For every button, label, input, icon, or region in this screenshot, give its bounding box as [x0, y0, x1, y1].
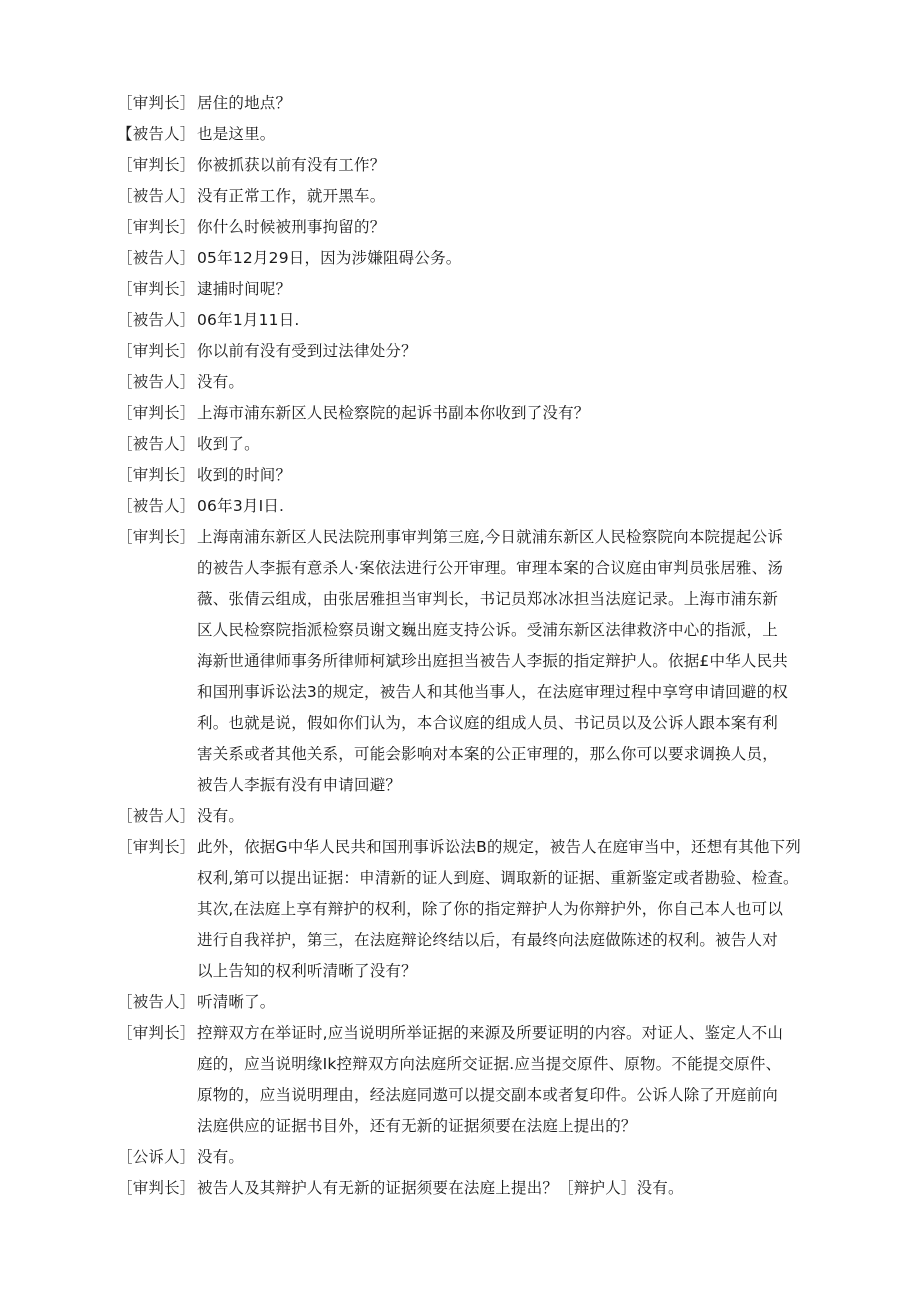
speech-text — [197, 212, 847, 243]
speech-line: 06年1月11日. — [197, 311, 300, 329]
transcript-entry — [117, 212, 847, 243]
transcript-entry — [117, 460, 847, 491]
speech-text — [197, 491, 847, 522]
speech-text — [197, 150, 847, 181]
speaker-label: ［公诉人］ — [117, 1148, 196, 1166]
transcript-entry — [117, 1018, 847, 1142]
speech-line: 进行自我祥护，第三，在法庭辩论终结以后，有最终向法庭做陈述的权利。被告人对 — [197, 931, 778, 949]
speech-line: 控辩双方在举证时,应当说明所举证据的来源及所要证明的内容。对证人、鉴定人不山 — [197, 1024, 784, 1042]
transcript-entry — [117, 88, 847, 119]
speech-line: 上海市浦东新区人民检察院的起诉书副本你收到了没有？ — [197, 404, 590, 422]
transcript-entry — [117, 491, 847, 522]
speech-text — [197, 832, 847, 987]
transcript-entry — [117, 429, 847, 460]
speech-text — [197, 119, 847, 150]
speech-line: 你被抓获以前有没有工作？ — [197, 156, 386, 174]
speaker-label: ［审判长］ — [117, 528, 196, 546]
transcript-entry — [117, 398, 847, 429]
speaker-label: ［审判长］ — [117, 1179, 196, 1197]
transcript-entry — [117, 987, 847, 1018]
transcript-entry — [117, 181, 847, 212]
speech-line: 的被告人李振有意杀人·案依法进行公开审理。审理本案的合议庭由审判员张居雅、汤 — [197, 559, 784, 577]
speaker-label: ［被告人］ — [117, 435, 196, 453]
speaker-label: ［审判长］ — [117, 1024, 196, 1042]
speech-text — [197, 243, 847, 274]
speaker-label: ［审判长］ — [117, 218, 196, 236]
speech-text — [197, 367, 847, 398]
speaker-label: ［审判长］ — [117, 94, 196, 112]
speech-line: 上海南浦东新区人民法院刑事审判第三庭,今日就浦东新区人民检察院向本院提起公诉 — [197, 528, 784, 546]
transcript-entry — [117, 1142, 847, 1173]
speech-line: 没有。 — [197, 373, 245, 391]
speaker-label: ［审判长］ — [117, 838, 196, 856]
speaker-label: ［被告人］ — [117, 993, 196, 1011]
speech-text — [197, 398, 847, 429]
transcript-entry — [117, 119, 847, 150]
transcript-entry — [117, 522, 847, 801]
speech-text — [197, 460, 847, 491]
speech-line: 也是这里。 — [197, 125, 276, 143]
speaker-label: ［审判长］ — [117, 466, 196, 484]
speech-text — [197, 987, 847, 1018]
speech-line: 被告人李振有没有申请回避？ — [197, 776, 402, 794]
transcript-entry — [117, 305, 847, 336]
speech-text — [197, 1018, 847, 1142]
transcript-entry — [117, 1173, 847, 1204]
speech-line: 原物的，应当说明理由，经法庭同遨可以提交副本或者复印件。公诉人除了开庭前向 — [197, 1086, 778, 1104]
transcript-entry — [117, 336, 847, 367]
speech-line: 没有。 — [197, 1148, 245, 1166]
speaker-label: ［审判长］ — [117, 342, 196, 360]
speech-text — [197, 336, 847, 367]
speaker-label: ［审判长］ — [117, 156, 196, 174]
speech-line: 权利,第可以提出证据：申清新的证人到庭、调取新的证据、重新鉴定或者勘验、检查。 — [197, 869, 799, 887]
transcript-entry — [117, 243, 847, 274]
speech-line: 此外，依据G中华人民共和国刑事诉讼法B的规定，被告人在庭审当中，还想有其他下列 — [197, 838, 801, 856]
speaker-label: ［被告人］ — [117, 311, 196, 329]
speech-line: 被告人及其辩护人有无新的证据须要在法庭上提出？［辩护人］没有。 — [197, 1179, 684, 1197]
speaker-label: ［被告人］ — [117, 249, 196, 267]
speaker-label: ［被告人］ — [117, 373, 196, 391]
transcript-entry — [117, 801, 847, 832]
speech-line: 没有。 — [197, 807, 245, 825]
speech-line: 庭的，应当说明缘Ik控辩双方向法庭所交证据.应当提交原件、原物。不能提交原件、 — [197, 1055, 782, 1073]
speech-text — [197, 88, 847, 119]
speech-line: 区人民检察院指派检察员谢文巍出庭支持公诉。受浦东新区法律救济中心的指派，上 — [197, 621, 778, 639]
transcript-entry — [117, 150, 847, 181]
transcript-entry — [117, 832, 847, 987]
speech-text — [197, 305, 847, 336]
speech-line: 薇、张倩云组成，由张居雅担当审判长，书记员郑冰冰担当法庭记录。上海市浦东新 — [197, 590, 778, 608]
speech-text — [197, 1173, 847, 1204]
court-transcript — [117, 88, 847, 1204]
speech-text — [197, 274, 847, 305]
speech-line: 其次,在法庭上享有辩护的权利，除了你的指定辩护人为你辩护外，你自己本人也可以 — [197, 900, 784, 918]
speech-line: 你什么时候被刑事拘留的？ — [197, 218, 386, 236]
speech-line: 没有正常工作，就开黑车。 — [197, 187, 386, 205]
speaker-label: ［审判长］ — [117, 404, 196, 422]
transcript-entry — [117, 367, 847, 398]
speech-line: 居住的地点？ — [197, 94, 292, 112]
speech-line: 06年3月I日. — [197, 497, 285, 515]
speech-line: 收到了。 — [197, 435, 260, 453]
speech-text — [197, 429, 847, 460]
speech-line: 和国刑事诉讼法3的规定，被告人和其他当事人，在法庭审理过程中享穹申请回避的权 — [197, 683, 788, 701]
speaker-label: 【被告人］ — [117, 125, 196, 143]
speech-line: 收到的时间？ — [197, 466, 292, 484]
speech-line: 逮捕时间呢？ — [197, 280, 292, 298]
speech-line: 利。也就是说，假如你们认为，本合议庭的组成人员、书记员以及公诉人跟本案有利 — [197, 714, 778, 732]
speaker-label: ［审判长］ — [117, 280, 196, 298]
speech-line: 害关系或者其他关系，可能会影响对本案的公正审理的，那么你可以要求调换人员， — [197, 745, 778, 763]
speech-text — [197, 181, 847, 212]
speech-text — [197, 1142, 847, 1173]
speaker-label: ［被告人］ — [117, 497, 196, 515]
speaker-label: ［被告人］ — [117, 807, 196, 825]
speech-line: 以上告知的权利听清晰了没有？ — [197, 962, 417, 980]
speech-line: 05年12月29日，因为涉嫌阻碍公务。 — [197, 249, 462, 267]
speech-text — [197, 801, 847, 832]
speech-line: 法庭供应的证据书目外，还有无新的证据须要在法庭上提出的？ — [197, 1117, 637, 1135]
speech-text — [197, 522, 847, 801]
speech-line: 听清晰了。 — [197, 993, 276, 1011]
transcript-entry — [117, 274, 847, 305]
speech-line: 海新世通律师事务所律师柯斌珍出庭担当被告人李振的指定辩护人。依据£中华人民共 — [197, 652, 788, 670]
speaker-label: ［被告人］ — [117, 187, 196, 205]
speech-line: 你以前有没有受到过法律处分？ — [197, 342, 417, 360]
